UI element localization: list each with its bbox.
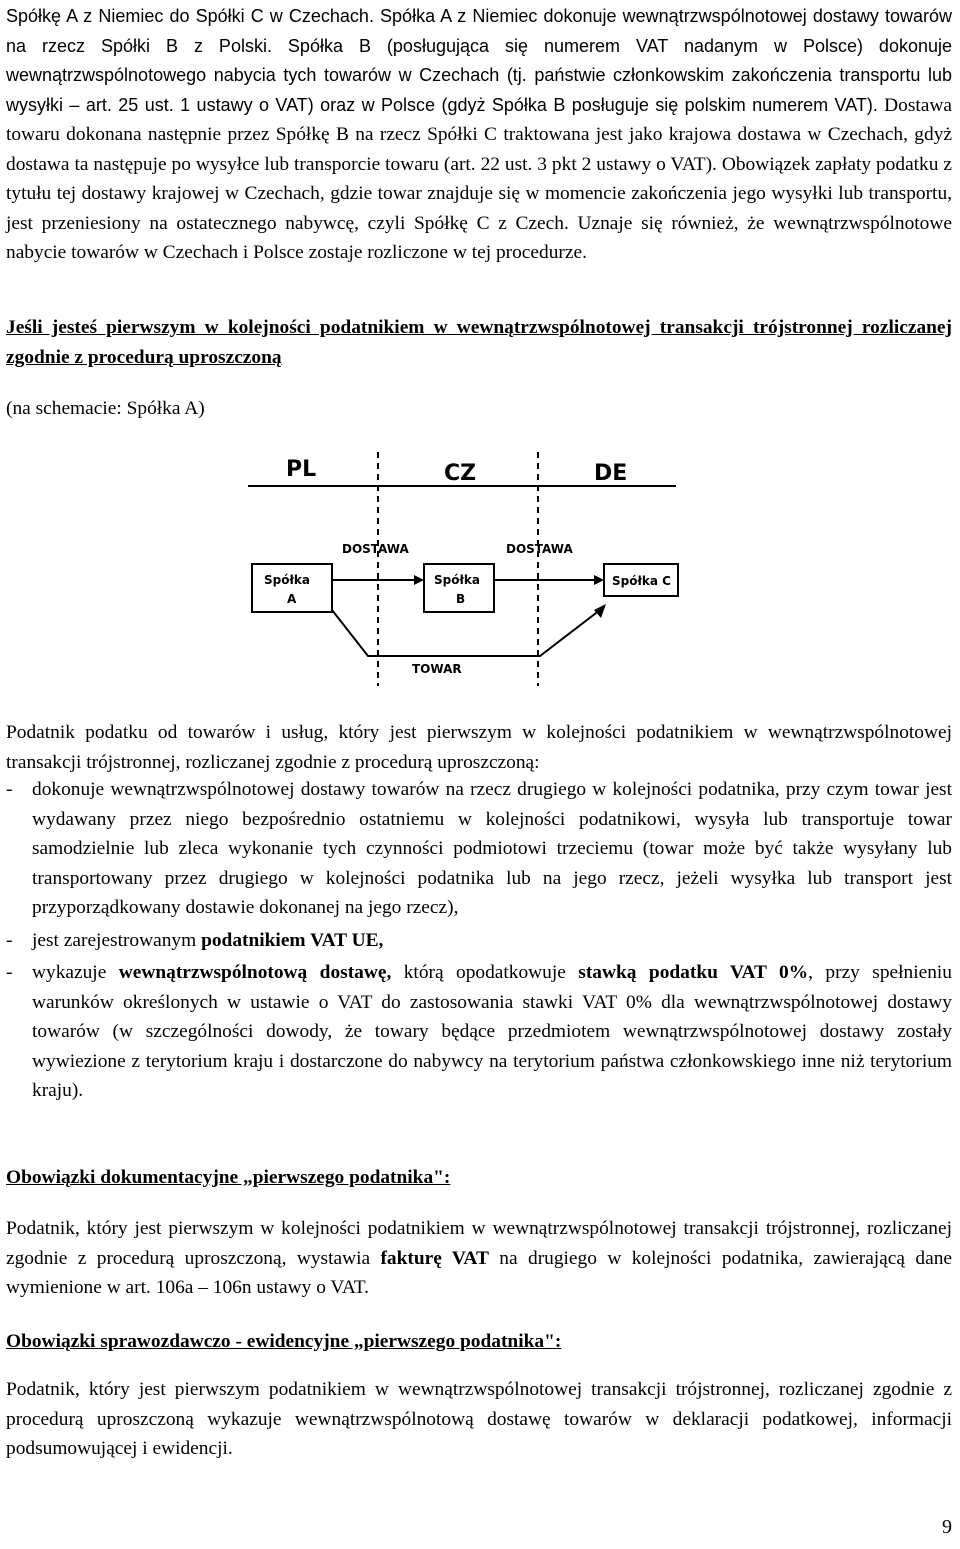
section1-heading: Jeśli jesteś pierwszym w kolejności podatnikiem w wewnątrzwspólnotowej transakcji trójstronnej rozliczanej zgodnie z procedurą uproszczoną (6, 317, 952, 368)
list-item-text: którą opodatkowuje (391, 962, 579, 983)
section2-text: Podatnik, który jest pierwszym w kolejności podatnikiem w wewnątrzwspólnotowej transakcji trójstronnej, rozliczanej zgodnie z procedurą uproszczoną, wystawia (6, 1218, 952, 1269)
list-dash: - (6, 962, 13, 983)
list-item (6, 775, 952, 923)
delivery-label-2: DOSTAWA (506, 542, 573, 556)
goods-flow-line (332, 610, 600, 656)
box-c-line1: Spółka C (612, 574, 671, 588)
list-item (6, 958, 952, 1106)
page-number: 9 (942, 1516, 952, 1538)
list-item-text: jest zarejestrowanym (32, 929, 202, 951)
country-label-pl: PL (286, 457, 317, 482)
box-b-line1: Spółka (434, 573, 481, 587)
section1-list (6, 775, 952, 1109)
section1-lead: Podatnik podatku od towarów i usług, który jest pierwszym w kolejności podatnikiem w wewnątrzwspólnotowej transakcji trójstronnej, rozliczanej zgodnie z procedurą uproszczoną: (6, 722, 952, 773)
delivery-arrowhead-a-b (414, 575, 424, 585)
section3-body: Podatnik, który jest pierwszym podatnikiem w wewnątrzwspólnotowej transakcji trójstronnej, rozliczanej zgodnie z procedurą uproszczoną wykazuje wewnątrzwspólnotową dostawę towarów w deklaracji podatkowej, informacji podsumowującej i ewidencji. (6, 1379, 952, 1459)
list-dash: - (6, 929, 13, 951)
list-item-bold: , (378, 929, 384, 951)
section2-text: na drugiego w kolejności podatnika, zawierającą dane wymienione w art. 106a – 106n ustawy o VAT. (6, 1247, 952, 1298)
list-item-text: , przy spełnieniu warunków określonych w ustawie o VAT do zastosowania stawki VAT 0% dla wewnątrzwspólnotowej dostawy towarów (w szczególności dowody, że towary będące przedmiotem wewnątrzwspólnotowej dostawy zostały wywiezione z terytorium kraju i dostarczone do nabywcy na terytorium państwa członkowskiego inne niż terytorium kraju). (32, 962, 952, 1101)
box-b-line2: B (456, 592, 466, 606)
triangular-transaction-diagram (244, 450, 684, 686)
goods-label: TOWAR (412, 662, 462, 676)
box-a-line1: Spółka (264, 573, 311, 587)
delivery-label-1: DOSTAWA (342, 542, 409, 556)
goods-flow-arrowhead (594, 604, 606, 618)
section2-bold: fakturę VAT (380, 1247, 489, 1269)
intro-paragraph (6, 2, 952, 268)
section1-note: (na schemacie: Spółka A) (6, 398, 205, 419)
list-item-text: wykazuje (32, 962, 119, 983)
list-item-bold: stawką podatku VAT 0% (578, 962, 809, 983)
list-dash: - (6, 779, 13, 800)
delivery-arrowhead-b-c (594, 575, 604, 585)
intro-sentence-2: Dostawa towaru dokonana następnie przez Spółkę B na rzecz Spółki C traktowana jest jako krajowa dostawa w Czechach, gdyż dostawa ta następuje po wysyłce lub transporcie towaru (art. 22 ust. 3 pkt 2 ustawy o VAT). Obowiązek zapłaty podatku z tytułu tej dostawy krajowej w Czechach, gdzie towar znajduje się w momencie zakończenia jego wysyłki lub transportu, jest przeniesiony na ostatecznego nabywcę, czyli Spółkę C z Czech. Uznaje się również, że wewnątrzwspólnotowe nabycie towarów w Czechach i Polsce zostaje rozliczone w tej procedurze. (6, 94, 953, 263)
country-label-cz: CZ (444, 461, 477, 486)
country-label-de: DE (594, 461, 628, 486)
box-a-line2: A (287, 592, 297, 606)
section2-body (6, 1214, 952, 1303)
list-item (6, 926, 952, 956)
section3-heading: Obowiązki sprawozdawczo - ewidencyjne „pierwszego podatnika": (6, 1331, 562, 1352)
list-item-bold: wewnątrzwspólnotową dostawę, (118, 962, 392, 983)
list-item-bold: podatnikiem VAT UE (201, 929, 379, 951)
section2-heading: Obowiązki dokumentacyjne „pierwszego podatnika": (6, 1167, 451, 1188)
intro-sentence-1: Spółkę A z Niemiec do Spółki C w Czechach. Spółka A z Niemiec dokonuje wewnątrzwspólnotowej dostawy towarów na rzecz Spółki B z Polski. Spółka B (posługująca się numerem VAT nadanym w Polsce) dokonuje wewnątrzwspólnotowego nabycia tych towarów w Czechach (tj. państwie członkowskim zakończenia transportu lub wysyłki – art. 25 ust. 1 ustawy o VAT) oraz w Polsce (gdyż Spółka B posługuje się polskim numerem VAT). (6, 6, 952, 115)
list-item-text: dokonuje wewnątrzwspólnotowej dostawy towarów na rzecz drugiego w kolejności podatnika, przy czym towar jest wydawany przez niego bezpośrednio ostatniemu w kolejności podatnikowi, wysyła lub transportuje towar samodzielnie lub zleca wykonanie tych czynności podmiotowi trzeciemu (towar może być także wysyłany lub transportowany przez drugiego w kolejności podatnika lub na jego rzecz, jeżeli wysyłka lub transport jest przyporządkowany dostawie dokonanej na jego rzecz), (32, 779, 952, 918)
